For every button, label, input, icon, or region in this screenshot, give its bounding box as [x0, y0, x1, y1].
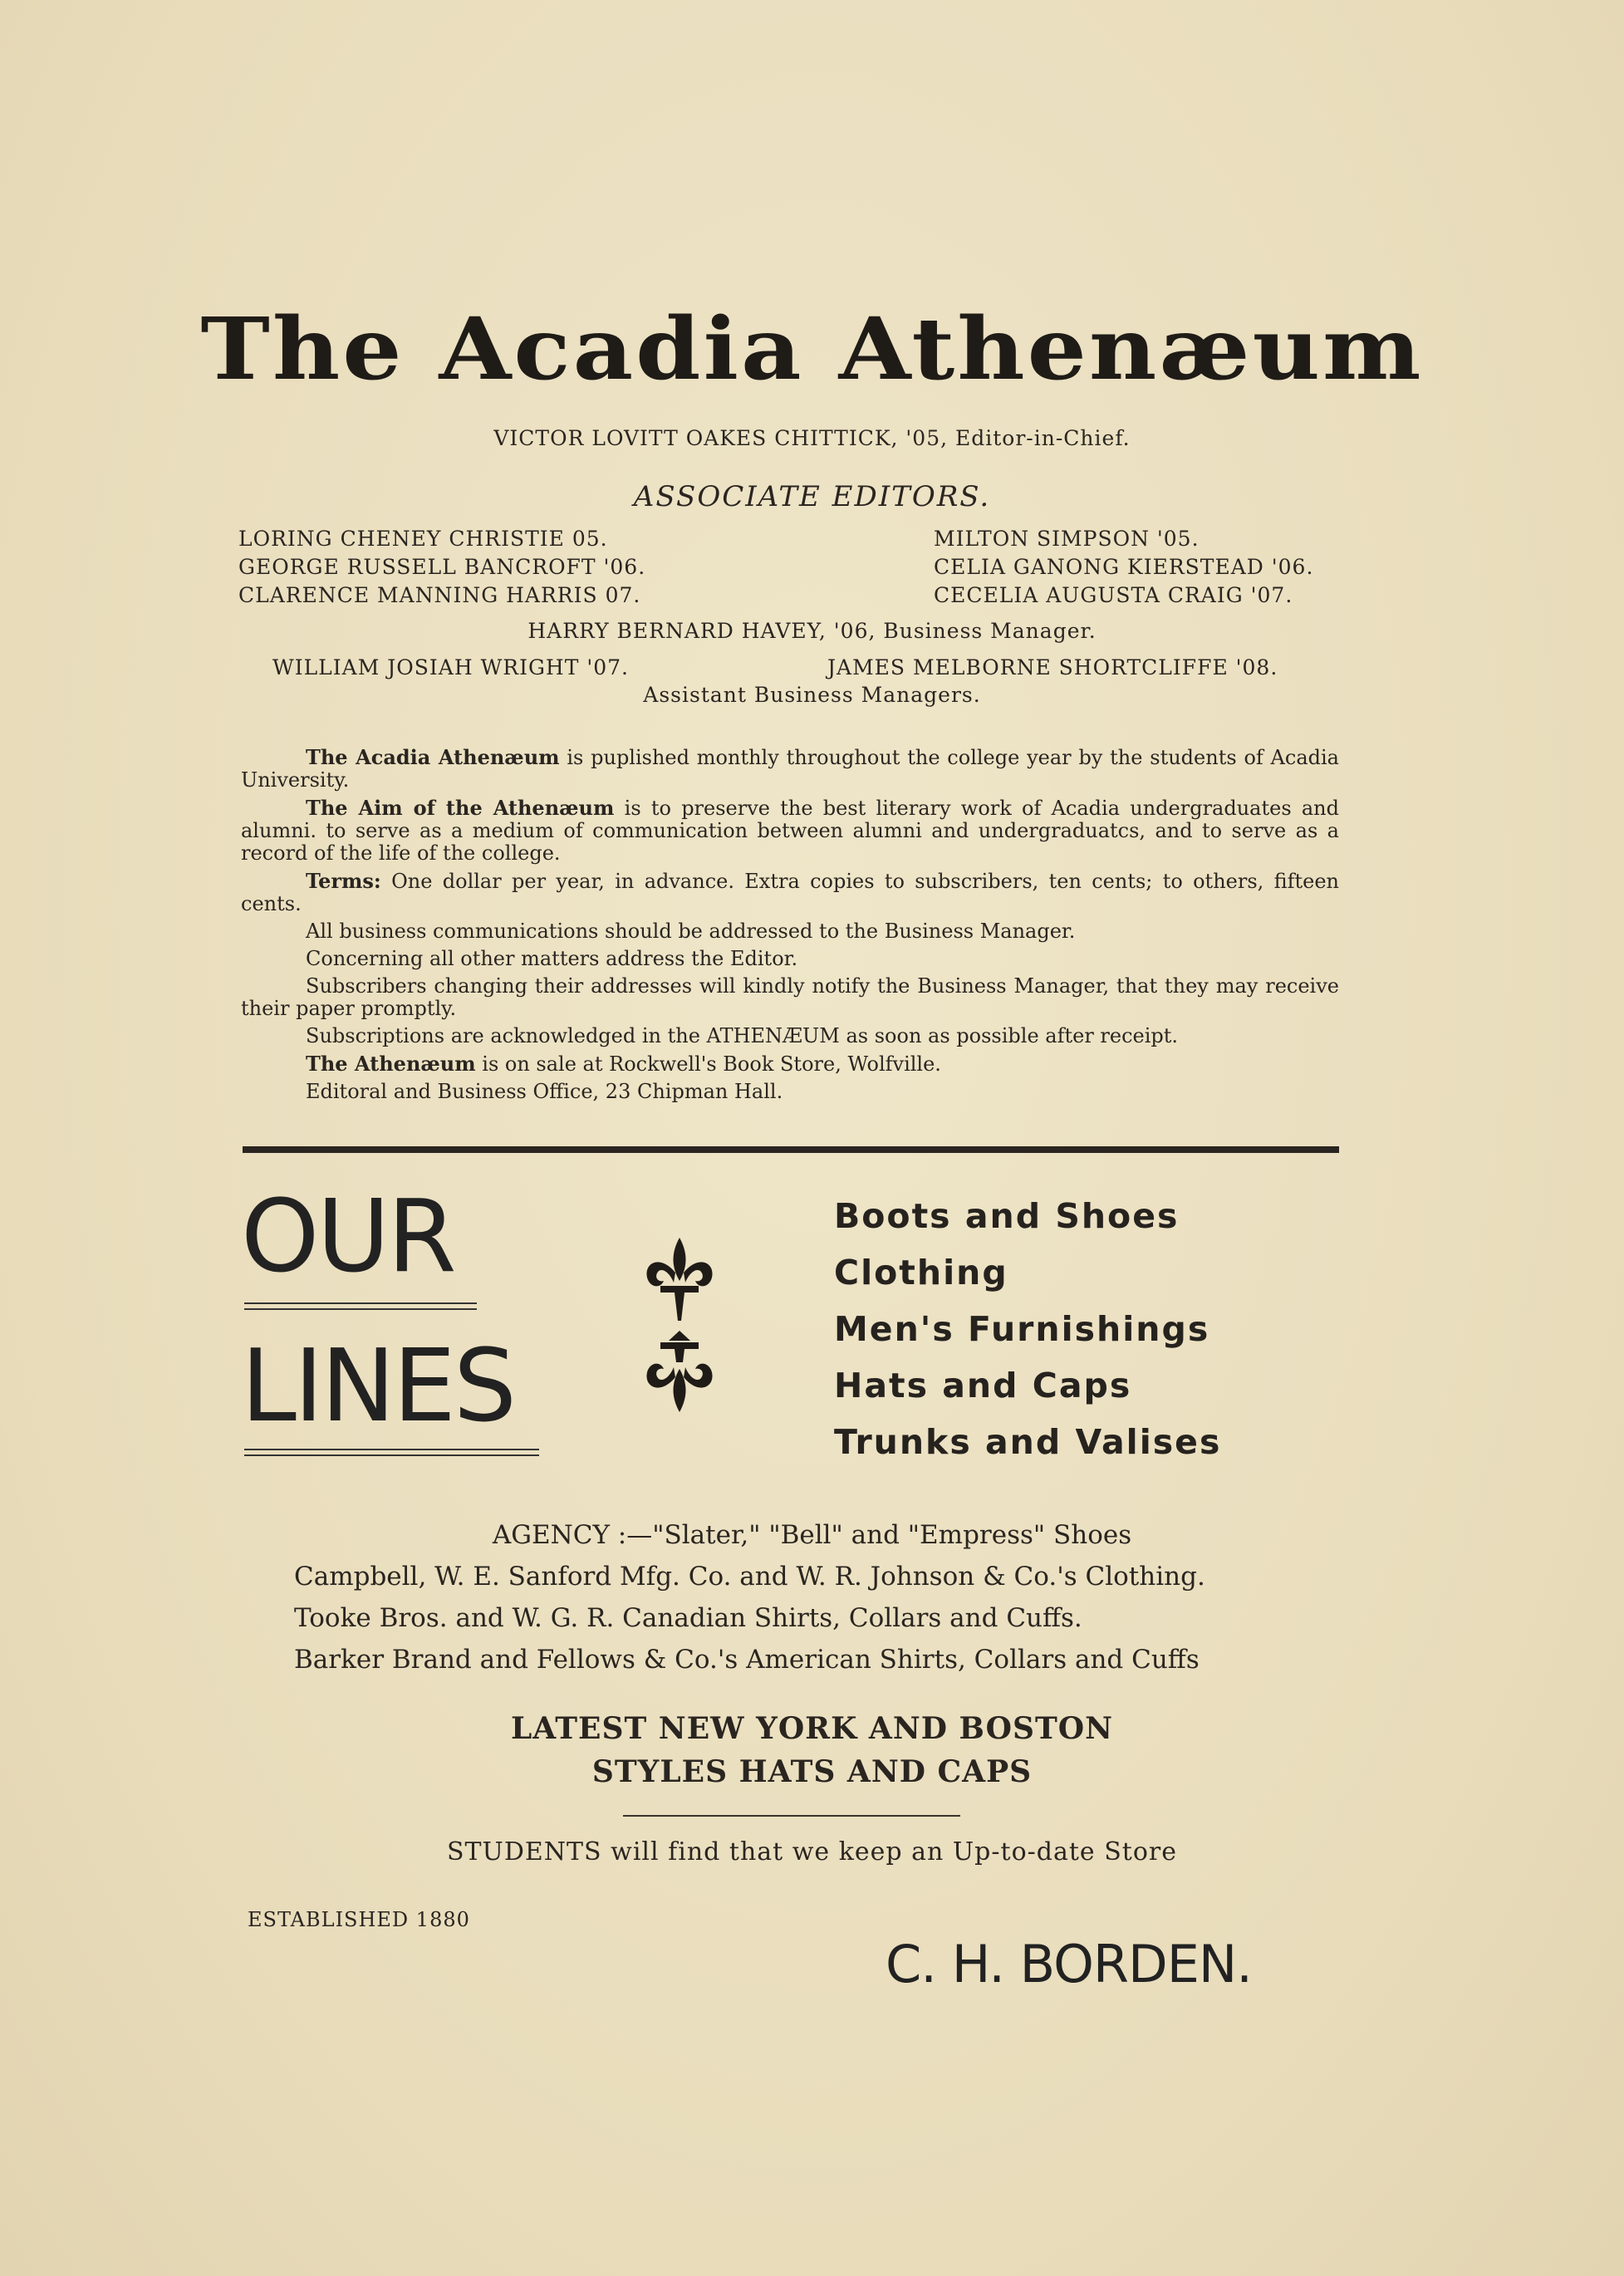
masthead-title: The Acadia Athenæum	[200, 299, 1424, 400]
info-paragraph: Terms: One dollar per year, in advance. Extra copies to subscribers, ten cents; to others, fifteen cents.	[241, 869, 1339, 915]
ad-heading-our: OUR	[241, 1180, 454, 1295]
firm-name: C. H. BORDEN.	[886, 1934, 1252, 1994]
info-paragraph: The Aim of the Athenæum is to preserve the best literary work of Acadia undergraduates and alumni. to serve as a medium of communication between alumni and undergraduatcs, and to serve as a record of the life of the college.	[241, 796, 1340, 865]
agency-line: AGENCY :—"Slater," "Bell" and "Empress" Shoes	[492, 1520, 1132, 1550]
agency-detail-line: Tooke Bros. and W. G. R. Canadian Shirts, Collars and Cuffs.	[294, 1603, 1082, 1633]
info-paragraph: All business communications should be addressed to the Business Manager.	[306, 920, 1076, 943]
established-note: ESTABLISHED 1880	[248, 1908, 470, 1931]
double-rule	[244, 1449, 539, 1456]
info-paragraph: Editoral and Business Office, 23 Chipman Hall.	[306, 1080, 783, 1103]
double-rule	[244, 1302, 477, 1310]
latest-line: STYLES HATS AND CAPS	[591, 1754, 1033, 1789]
associate-editors-right	[934, 525, 1313, 610]
editor-name: LORING CHENEY CHRISTIE 05.	[238, 527, 608, 551]
students-note: STUDENTS will find that we keep an Up-to-date Store	[447, 1837, 1177, 1866]
associate-editors-title: ASSOCIATE EDITORS.	[633, 480, 991, 513]
fleur-de-lis-ornament-icon	[642, 1238, 717, 1415]
product-lines	[834, 1188, 1221, 1470]
assistant-managers-label: Assistant Business Managers.	[643, 683, 981, 707]
agency-detail-line: Barker Brand and Fellows & Co.'s American Shirts, Collars and Cuffs	[294, 1645, 1200, 1675]
editor-in-chief: VICTOR LOVITT OAKES CHITTICK, '05, Editor-in-Chief.	[493, 426, 1131, 450]
section-divider	[243, 1146, 1339, 1153]
publication-info	[241, 746, 1339, 1108]
assistant-manager-right: JAMES MELBORNE SHORTCLIFFE '08.	[827, 655, 1278, 679]
latest-line: LATEST NEW YORK AND BOSTON	[510, 1711, 1114, 1746]
associate-editors-left	[238, 525, 645, 610]
thin-divider	[623, 1815, 960, 1817]
agency-details	[294, 1556, 1205, 1680]
info-paragraph: Concerning all other matters address the Editor.	[306, 947, 798, 970]
info-paragraph: Subscriptions are acknowledged in the ATHENÆUM as soon as possible after receipt.	[306, 1024, 1179, 1047]
latest-styles	[0, 1707, 1624, 1793]
product-item: Hats and Caps	[834, 1366, 1132, 1405]
info-paragraph: The Acadia Athenæum is puplished monthly throughout the college year by the students of Acadia University.	[241, 745, 1339, 792]
editor-name: MILTON SIMPSON '05.	[934, 527, 1200, 551]
editor-name: CECELIA AUGUSTA CRAIG '07.	[934, 583, 1293, 607]
agency-detail-line: Campbell, W. E. Sanford Mfg. Co. and W. R. Johnson & Co.'s Clothing.	[294, 1562, 1205, 1592]
product-item: Clothing	[834, 1253, 1008, 1293]
product-item: Men's Furnishings	[834, 1309, 1210, 1349]
business-manager: HARRY BERNARD HAVEY, '06, Business Manager.	[527, 619, 1097, 643]
ad-heading-lines: LINES	[241, 1329, 515, 1445]
editor-name: CLARENCE MANNING HARRIS 07.	[238, 583, 641, 607]
editor-name: GEORGE RUSSELL BANCROFT '06.	[238, 555, 646, 579]
info-paragraph: The Athenæum is on sale at Rockwell's Book Store, Wolfville.	[306, 1052, 941, 1076]
editor-name: CELIA GANONG KIERSTEAD '06.	[934, 555, 1314, 579]
assistant-manager-left: WILLIAM JOSIAH WRIGHT '07.	[272, 655, 629, 679]
info-paragraph: Subscribers changing their addresses will kindly notify the Business Manager, that they may receive their paper promptly.	[241, 974, 1339, 1020]
product-item: Trunks and Valises	[834, 1422, 1222, 1462]
product-item: Boots and Shoes	[834, 1196, 1180, 1236]
